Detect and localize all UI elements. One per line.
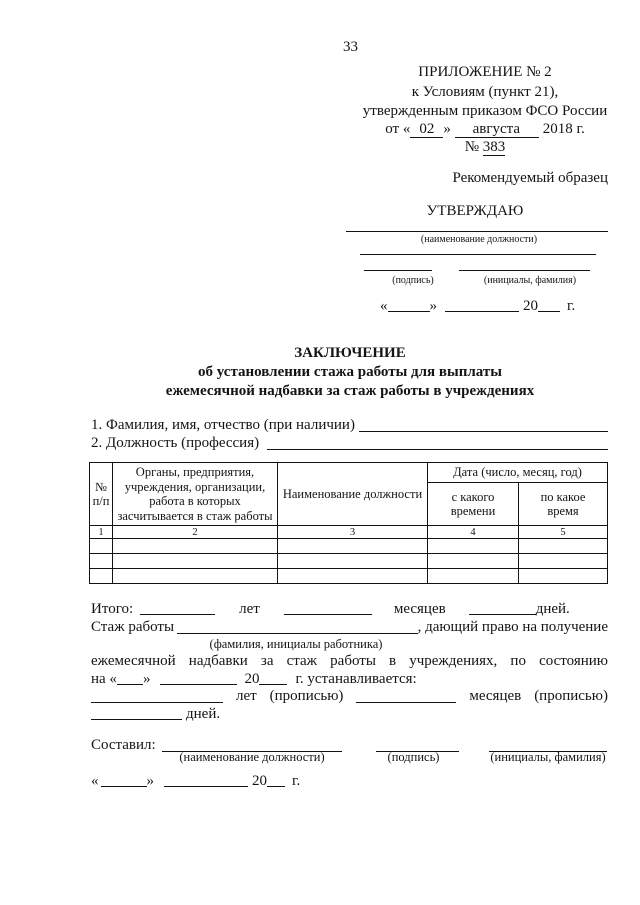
days-words-label: дней. (186, 706, 221, 722)
approval-position-caption: (наименование должности) (420, 234, 538, 245)
table-row (90, 554, 608, 569)
column-number: 2 (113, 526, 278, 539)
table-cell (278, 539, 428, 554)
col-header-position: Наименование должности (278, 463, 428, 526)
field-full-name (91, 416, 608, 434)
compiled-month-blank (164, 777, 248, 787)
field-position-line (267, 434, 608, 450)
total-days-blank (469, 605, 536, 615)
table-cell (519, 539, 608, 554)
appendix-date-day: 02 (410, 121, 443, 138)
approval-name-line (459, 270, 590, 271)
years-words-label: лет (235, 688, 257, 704)
compiled-date-close: » (146, 773, 154, 789)
col-header-organization: Органы, предприятия, учреждения, организации, работа в которых засчитывается в стаж работы (113, 463, 278, 526)
table-cell (90, 569, 113, 584)
days-in-words-line (91, 705, 220, 723)
experience-worker-line (177, 618, 418, 634)
column-number: 3 (278, 526, 428, 539)
table-cell (278, 554, 428, 569)
approval-year-blank (538, 302, 560, 312)
table-cell (113, 554, 278, 569)
total-months-unit: месяцев (393, 601, 446, 617)
compiled-position-caption: (наименование должности) (179, 750, 325, 764)
worker-caption: (фамилия, инициалы работника) (209, 637, 383, 651)
days-in-words-blank (91, 710, 182, 720)
col-header-number: № п/п (90, 463, 113, 526)
as-of-year-blank (259, 675, 287, 685)
col-header-date-group: Дата (число, месяц, год) (428, 463, 608, 483)
approval-signature-line (364, 270, 432, 271)
approval-date-close: » (429, 298, 437, 314)
table-cell (519, 554, 608, 569)
as-of-century: 20 (244, 671, 260, 687)
column-number: 4 (428, 526, 519, 539)
years-in-words-blank (91, 687, 223, 703)
compiled-date-century: 20 (252, 773, 267, 789)
appendix-date-prefix: от « (385, 121, 411, 137)
compiled-date-open: « (91, 773, 99, 789)
appendix-date-year: 2018 г. (542, 121, 585, 137)
approval-month-blank (445, 302, 519, 312)
approval-heading: УТВЕРЖДАЮ (426, 203, 524, 219)
appendix-order-date (360, 120, 610, 138)
months-words-label: месяцев (469, 688, 522, 704)
as-of-month-blank (160, 675, 237, 685)
table-cell (519, 569, 608, 584)
document-title: ЗАКЛЮЧЕНИЕ (294, 345, 406, 361)
approval-position-line-1 (346, 231, 608, 232)
table-cell (428, 569, 519, 584)
appendix-line-2: утвержденным приказом ФСО России (362, 103, 608, 119)
as-of-close: » (142, 671, 151, 687)
compiled-year-blank (267, 777, 285, 787)
column-number: 5 (519, 526, 608, 539)
total-line (91, 600, 570, 618)
as-of-day-blank (117, 675, 143, 685)
approval-position-line-2 (360, 254, 596, 255)
field-full-name-line (359, 416, 608, 432)
table-header-row (90, 463, 608, 483)
appendix-line-1: к Условиям (пункт 21), (411, 84, 559, 100)
appendix-number: 383 (482, 139, 506, 155)
compiled-date (91, 772, 300, 790)
as-of-date-line (91, 670, 417, 688)
field-full-name-label: 1. Фамилия, имя, отчество (при наличии) (91, 417, 355, 433)
approval-signature-caption: (подпись) (392, 275, 434, 286)
compiled-label: Составил: (91, 737, 156, 753)
page-number: 33 (343, 39, 358, 55)
in-words-label-2: (прописью) (534, 688, 608, 704)
continuation-text: ежемесячной надбавки за стаж работы в учреждениях, по состоянию (91, 653, 608, 669)
table-column-numbers-row (90, 526, 608, 539)
approval-name-caption: (инициалы, фамилия) (483, 275, 577, 286)
appendix-date-month: августа (455, 121, 539, 138)
column-number: 1 (90, 526, 113, 539)
total-label: Итого: (91, 601, 134, 617)
table-row (90, 569, 608, 584)
approval-date-suffix: г. (567, 298, 576, 314)
appendix-number-prefix: № (464, 139, 480, 155)
approval-day-blank (388, 302, 430, 312)
total-days-unit: дней. (535, 601, 570, 617)
in-words-label-1: (прописью) (269, 688, 344, 704)
table-row (90, 539, 608, 554)
compiled-date-suffix: г. (292, 773, 301, 789)
compiled-name-caption: (инициалы, фамилия) (490, 750, 606, 764)
service-record-table (89, 462, 608, 584)
appendix-order-number (360, 138, 610, 156)
total-years-unit: лет (239, 601, 260, 617)
table-cell (90, 539, 113, 554)
appendix-title: ПРИЛОЖЕНИЕ № 2 (418, 64, 552, 80)
months-in-words-blank (356, 687, 456, 703)
compiled-day-blank (101, 777, 147, 787)
table-cell (113, 569, 278, 584)
experience-label: Стаж работы (91, 619, 175, 635)
field-position-label: 2. Должность (профессия) (91, 435, 260, 451)
appendix-date-close: » (443, 121, 451, 137)
approval-date-open: « (380, 298, 388, 314)
col-header-from: с какого времени (428, 483, 519, 526)
experience-suffix: , дающий право на получение (417, 619, 608, 635)
table-cell (113, 539, 278, 554)
document-subtitle-2: ежемесячной надбавки за стаж работы в учреждениях (165, 383, 535, 399)
table-cell (428, 554, 519, 569)
document-subtitle-1: об установлении стажа работы для выплаты (198, 364, 502, 380)
as-of-prefix: на « (91, 671, 117, 687)
table-cell (278, 569, 428, 584)
table-cell (90, 554, 113, 569)
recommended-sample-label: Рекомендуемый образец (452, 170, 608, 186)
in-words-line (91, 687, 608, 705)
col-header-to: по какое время (519, 483, 608, 526)
as-of-suffix: г. устанавливается: (295, 671, 417, 687)
field-position (91, 434, 608, 452)
experience-line (91, 618, 608, 636)
total-months-blank (284, 605, 372, 615)
approval-date-century: 20 (523, 298, 538, 314)
compiled-signature-caption: (подпись) (387, 750, 440, 764)
total-years-blank (140, 605, 215, 615)
approval-date (380, 297, 575, 315)
table-cell (428, 539, 519, 554)
